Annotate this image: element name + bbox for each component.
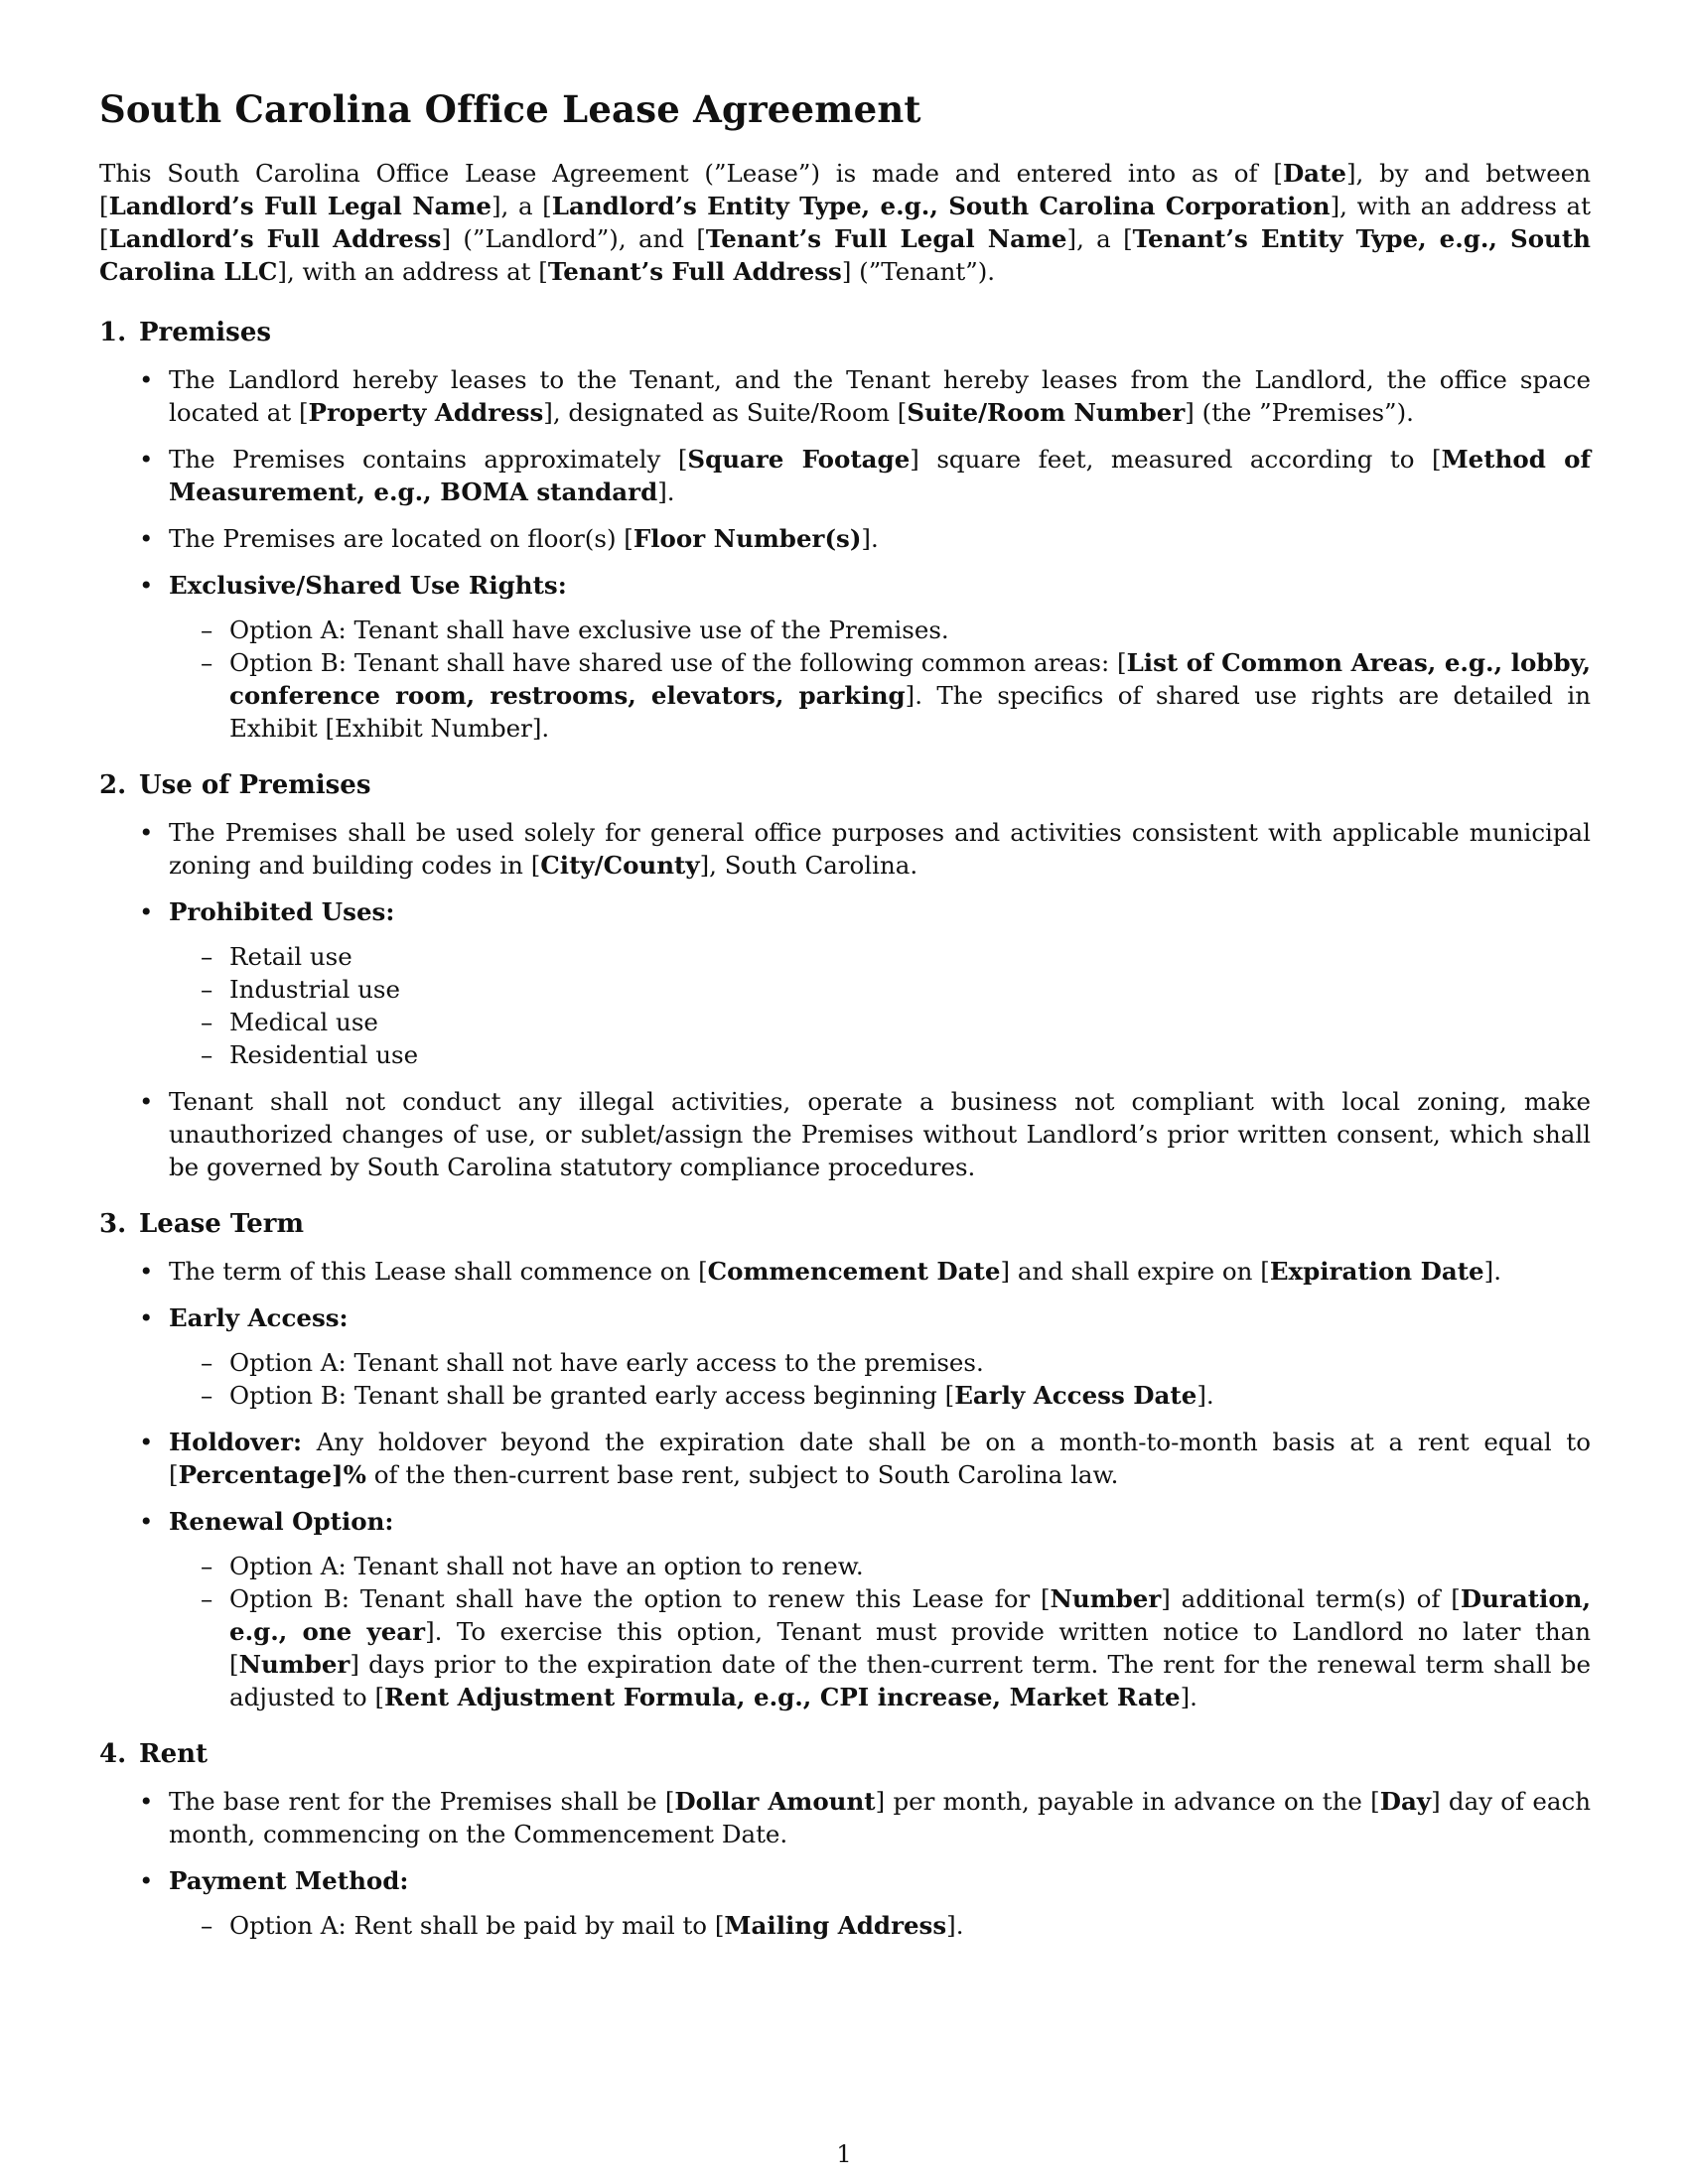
landlord-address-placeholder: Landlord’s Full Address bbox=[108, 224, 442, 253]
document-page bbox=[99, 87, 1591, 1968]
sublist-item: – Medical use bbox=[169, 1006, 1591, 1038]
intro-paragraph: This South Carolina Office Lease Agreement (”Lease”) is made and entered into as of [Date], by and between [Landlord’s Full Legal Name], a [Landlord’s Entity Type, e.g., South Carolina Corporation], with an address at [Landlord’s Full Address] (”Landlord”), and [Tenant’s Full Legal Name], a [Tenant’s Entity Type, e.g., South Carolina LLC], with an address at [Tenant’s Full Address] (”Tenant”). bbox=[99, 159, 1591, 286]
list-item: • The Premises are located on floor(s) [Floor Number(s)]. bbox=[99, 522, 1591, 555]
list-item: • The term of this Lease shall commence on [Commencement Date] and shall expire on [Expiration Date]. bbox=[99, 1255, 1591, 1288]
sublist-item: – Option A: Rent shall be paid by mail to [Mailing Address]. bbox=[169, 1909, 1591, 1942]
sublist-item: – Retail use bbox=[169, 940, 1591, 973]
section-rent-list bbox=[99, 1785, 1591, 1942]
landlord-entity-placeholder: Landlord’s Entity Type, e.g., South Carolina Corporation bbox=[551, 192, 1331, 220]
list-item: • Payment Method: – Option A: Rent shall be paid by mail to [Mailing Address]. bbox=[99, 1864, 1591, 1942]
list-item: • The Landlord hereby leases to the Tenant, and the Tenant hereby leases from the Landlord, the office space located at [Property Address], designated as Suite/Room [Suite/Room Number] (the ”Premises”). bbox=[99, 363, 1591, 429]
sublist bbox=[169, 1550, 1591, 1713]
sublist-item: – Option B: Tenant shall have shared use of the following common areas: [List of Common Areas, e.g., lobby, conference room, restrooms, elevators, parking]. The specifics of shared use rights are detailed in Exhibit [Exhibit Number]. bbox=[169, 646, 1591, 745]
section-premises-list bbox=[99, 363, 1591, 745]
list-item: • Early Access: – Option A: Tenant shall not have early access to the premises. – Option B: Tenant shall be granted early access beginning [Early Access Date]. bbox=[99, 1301, 1591, 1412]
sublist-item: – Option B: Tenant shall be granted early access beginning [Early Access Date]. bbox=[169, 1379, 1591, 1412]
sublist-item: – Industrial use bbox=[169, 973, 1591, 1006]
sublist-item: – Residential use bbox=[169, 1038, 1591, 1071]
landlord-name-placeholder: Landlord’s Full Legal Name bbox=[108, 192, 492, 220]
sublist bbox=[169, 1909, 1591, 1942]
section-heading-use-of-premises: 2. Use of Premises bbox=[99, 770, 371, 800]
tenant-address-placeholder: Tenant’s Full Address bbox=[547, 257, 842, 286]
sublist-item: – Option A: Tenant shall not have early access to the premises. bbox=[169, 1346, 1591, 1379]
section-use-list bbox=[99, 816, 1591, 1183]
sublist bbox=[169, 940, 1591, 1071]
list-item: • The Premises shall be used solely for general office purposes and activities consistent with applicable municipal zoning and building codes in [City/County], South Carolina. bbox=[99, 816, 1591, 882]
list-item: • The base rent for the Premises shall be [Dollar Amount] per month, payable in advance on the [Day] day of each month, commencing on the Commencement Date. bbox=[99, 1785, 1591, 1850]
list-item: • Renewal Option: – Option A: Tenant shall not have an option to renew. – Option B: Tenant shall have the option to renew this Lease for [Number] additional term(s) of [Duration, e.g., one year]. To exercise this option, Tenant must provide written notice to Landlord no later than [Number] days prior to the expiration date of the then-current term. The rent for the renewal term shall be adjusted to [Rent Adjustment Formula, e.g., CPI increase, Market Rate]. bbox=[99, 1505, 1591, 1713]
sublist bbox=[169, 614, 1591, 745]
sublist bbox=[169, 1346, 1591, 1412]
tenant-entity-placeholder: Tenant’s Entity Type, e.g., South Carolina LLC bbox=[99, 224, 1591, 286]
sublist-item: – Option A: Tenant shall have exclusive use of the Premises. bbox=[169, 614, 1591, 646]
section-term-list bbox=[99, 1255, 1591, 1713]
list-item: • Holdover: Any holdover beyond the expiration date shall be on a month-to-month basis at a rent equal to [Percentage]% of the then-current base rent, subject to South Carolina law. bbox=[99, 1426, 1591, 1491]
list-item: • Exclusive/Shared Use Rights: – Option A: Tenant shall have exclusive use of the Premises. – Option B: Tenant shall have shared use of the following common areas: [List of Common Areas, e.g., lobby, conference room, restrooms, elevators, parking]. The specifics of shared use rights are detailed in Exhibit [Exhibit Number]. bbox=[99, 569, 1591, 745]
list-item: • Tenant shall not conduct any illegal activities, operate a business not compliant with local zoning, make unauthorized changes of use, or sublet/assign the Premises without Landlord’s prior written consent, which shall be governed by South Carolina statutory compliance procedures. bbox=[99, 1085, 1591, 1183]
document-title: South Carolina Office Lease Agreement bbox=[99, 87, 921, 131]
list-item: • The Premises contains approximately [Square Footage] square feet, measured according to [Method of Measurement, e.g., BOMA standard]. bbox=[99, 443, 1591, 508]
page-number: 1 bbox=[836, 2140, 852, 2168]
date-placeholder: Date bbox=[1282, 159, 1346, 188]
section-heading-premises: 1. Premises bbox=[99, 318, 271, 347]
section-heading-rent: 4. Rent bbox=[99, 1739, 209, 1769]
section-heading-lease-term: 3. Lease Term bbox=[99, 1209, 305, 1239]
sublist-item: – Option B: Tenant shall have the option to renew this Lease for [Number] additional term(s) of [Duration, e.g., one year]. To exercise this option, Tenant must provide written notice to Landlord no later than [Number] days prior to the expiration date of the then-current term. The rent for the renewal term shall be adjusted to [Rent Adjustment Formula, e.g., CPI increase, Market Rate]. bbox=[169, 1582, 1591, 1713]
sublist-item: – Option A: Tenant shall not have an option to renew. bbox=[169, 1550, 1591, 1582]
tenant-name-placeholder: Tenant’s Full Legal Name bbox=[705, 224, 1067, 253]
list-item: • Prohibited Uses: – Retail use – Industrial use – Medical use – Residential use bbox=[99, 895, 1591, 1071]
